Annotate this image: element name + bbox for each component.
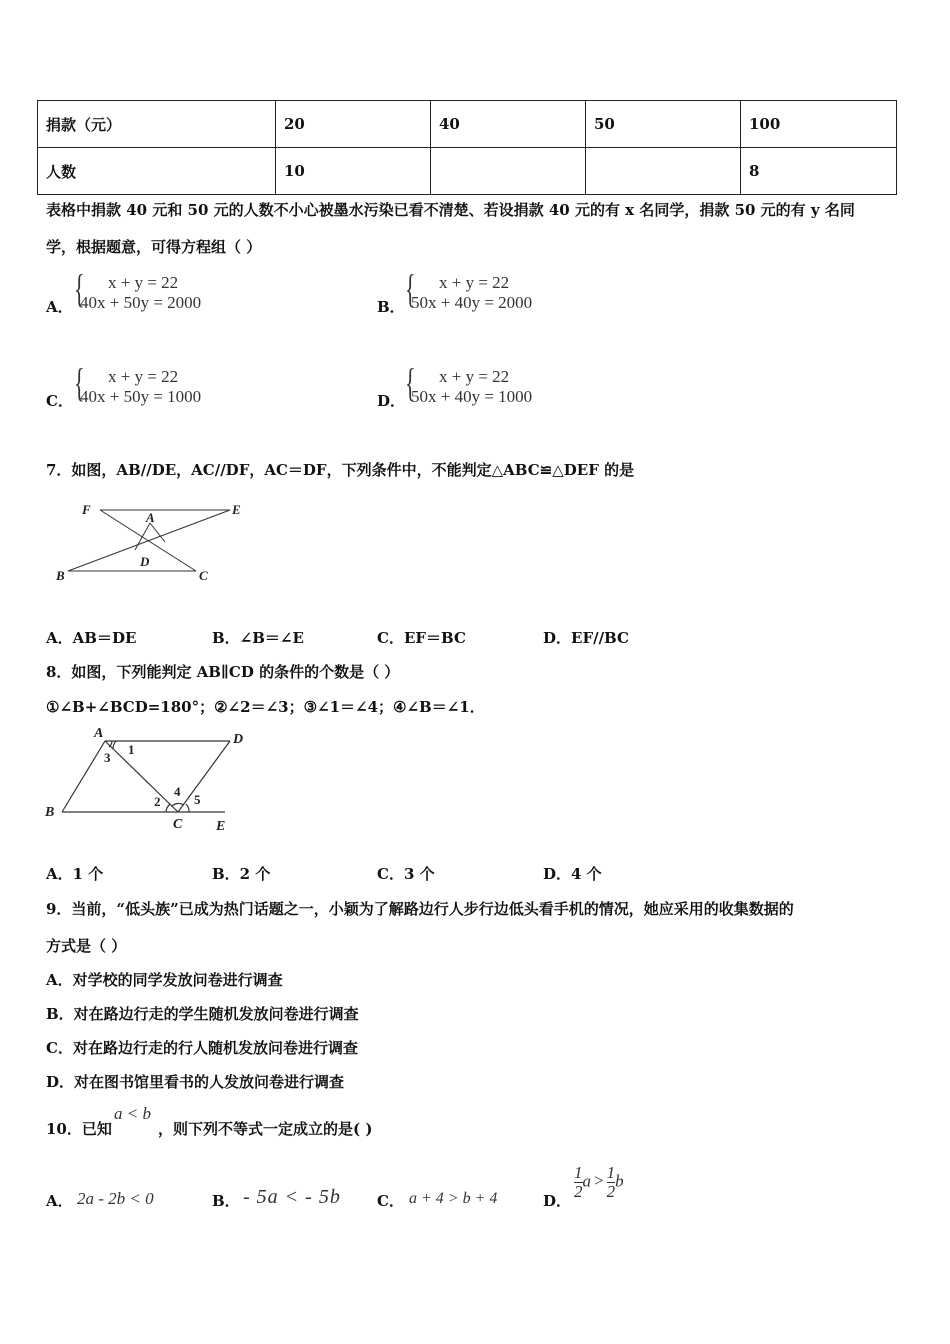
q6-option-a-label: A．: [46, 298, 73, 316]
q10-option-a-expr: 2a - 2b < 0: [77, 1189, 154, 1208]
table-cell: 20: [276, 101, 431, 148]
q7-figure: [50, 500, 260, 590]
q6-text-line1: 表格中捐款 40 元和 50 元的人数不小心被墨水污染已看不清楚、若设捐款 40 元的有 x 名同学，捐款 50 元的有 y 名同: [46, 201, 855, 219]
q6-option-d-eq1: x + y = 22: [439, 367, 510, 386]
table-cell: 捐款（元）: [38, 101, 276, 148]
q9-stem-line1: 9．当前，“低头族”已成为热门话题之一，小颖为了解路边行人步行边低头看手机的情况，她应采用的收集数据的: [46, 900, 794, 918]
fraction-numerator: 1: [606, 1163, 616, 1182]
q6-option-b-label: B．: [377, 298, 405, 316]
segment-ab: [62, 741, 105, 812]
q8-figure: [40, 724, 260, 836]
q7-option-d: D．EF//BC: [543, 629, 629, 647]
q6-option-d-eq2: 50x + 40y = 1000: [411, 387, 533, 406]
label-angle-5: 5: [194, 792, 201, 807]
label-c: C: [199, 568, 208, 583]
label-b: B: [45, 805, 55, 820]
segment-cd: [178, 741, 230, 812]
label-d: D: [233, 732, 244, 747]
q9-option-d: D．对在图书馆里看书的人发放问卷进行调查: [46, 1073, 345, 1091]
q9-option-c: C．对在路边行走的行人随机发放问卷进行调查: [46, 1039, 358, 1057]
label-f: F: [82, 502, 91, 517]
q6-option-a-eq2: 40x + 50y = 2000: [80, 293, 202, 312]
q6-text-line2: 学，根据题意，可得方程组（ ）: [46, 238, 262, 256]
q8-stem: 8．如图，下列能判定 AB∥CD 的条件的个数是（ ）: [46, 663, 400, 681]
table-cell: [586, 148, 741, 195]
q9-option-a: A．对学校的同学发放问卷进行调查: [46, 971, 283, 989]
label-angle-1: 1: [128, 742, 135, 757]
fraction: [574, 1164, 583, 1201]
var-b: b: [615, 1171, 624, 1191]
q6-option-b-eq2: 50x + 40y = 2000: [411, 293, 533, 312]
fraction-denominator: 2: [606, 1182, 616, 1201]
label-d: D: [140, 554, 150, 569]
q10-prefix: 10．已知: [46, 1120, 112, 1138]
label-b: B: [56, 568, 65, 583]
var-a: a: [582, 1171, 591, 1191]
q10-option-d-label: D．: [543, 1192, 572, 1210]
fraction: [607, 1164, 616, 1201]
q6-option-b-eq1: x + y = 22: [439, 273, 510, 292]
angle-arc-2: [166, 804, 170, 812]
q10-option-b-expr: - 5a < - 5b: [243, 1186, 341, 1208]
q7-option-c: C．EF＝BC: [377, 629, 466, 647]
table-row: [38, 148, 897, 195]
fraction-denominator: 2: [574, 1182, 583, 1201]
table-cell: [431, 148, 586, 195]
donation-table: [37, 100, 897, 195]
q9-option-b: B．对在路边行走的学生随机发放问卷进行调查: [46, 1005, 359, 1023]
q10-option-b-label: B．: [212, 1192, 240, 1210]
table-cell: 50: [586, 101, 741, 148]
label-e: E: [216, 819, 226, 834]
q10-option-c-expr: a + 4 > b + 4: [409, 1190, 498, 1207]
angle-arc-3: [109, 741, 112, 747]
label-angle-2: 2: [154, 794, 161, 809]
q8-option-b: B．2 个: [212, 865, 271, 883]
q6-option-d-label: D．: [377, 392, 406, 410]
q6-option-c-eq1: x + y = 22: [108, 367, 179, 386]
label-e: E: [232, 502, 241, 517]
q8-conditions: ①∠B+∠BCD=180°；②∠2＝∠3；③∠1＝∠4；④∠B＝∠1．: [46, 698, 485, 716]
angle-arc-5: [186, 804, 189, 812]
q10-suffix: ，则下列不等式一定成立的是( ): [158, 1120, 373, 1138]
table-cell: 8: [741, 148, 897, 195]
q8-option-c: C．3 个: [377, 865, 435, 883]
gt-sign: >: [594, 1171, 604, 1191]
q8-option-d: D．4 个: [543, 865, 602, 883]
label-a: A: [146, 510, 155, 525]
table-row: [38, 101, 897, 148]
label-a: A: [94, 726, 104, 741]
table-cell: 人数: [38, 148, 276, 195]
q7-option-b: B．∠B＝∠E: [212, 629, 304, 647]
q6-option-a-eq1: x + y = 22: [108, 273, 179, 292]
fraction-numerator: 1: [574, 1163, 583, 1182]
label-angle-4: 4: [174, 784, 181, 799]
q10-option-c-label: C．: [377, 1192, 404, 1210]
q6-option-c-label: C．: [46, 392, 73, 410]
q7-option-a: A．AB＝DE: [46, 629, 137, 647]
segment-ac: [105, 741, 178, 812]
q10-option-d-expr: [574, 1164, 624, 1201]
table-cell: 40: [431, 101, 586, 148]
table-cell: 10: [276, 148, 431, 195]
table-cell: 100: [741, 101, 897, 148]
angle-arc-1: [113, 741, 116, 749]
segment-ad: [135, 523, 150, 550]
label-angle-3: 3: [104, 750, 111, 765]
q6-option-c-eq2: 40x + 50y = 1000: [80, 387, 202, 406]
q8-option-a: A．1 个: [46, 865, 104, 883]
q7-stem: 7．如图，AB//DE，AC//DF，AC＝DF，下列条件中，不能判定△ABC≌△DEF 的是: [46, 461, 635, 479]
q9-stem-line2: 方式是（ ）: [46, 937, 127, 955]
q10-option-a-label: A．: [46, 1192, 73, 1210]
q10-condition: a < b: [114, 1104, 151, 1123]
label-c: C: [173, 817, 183, 832]
